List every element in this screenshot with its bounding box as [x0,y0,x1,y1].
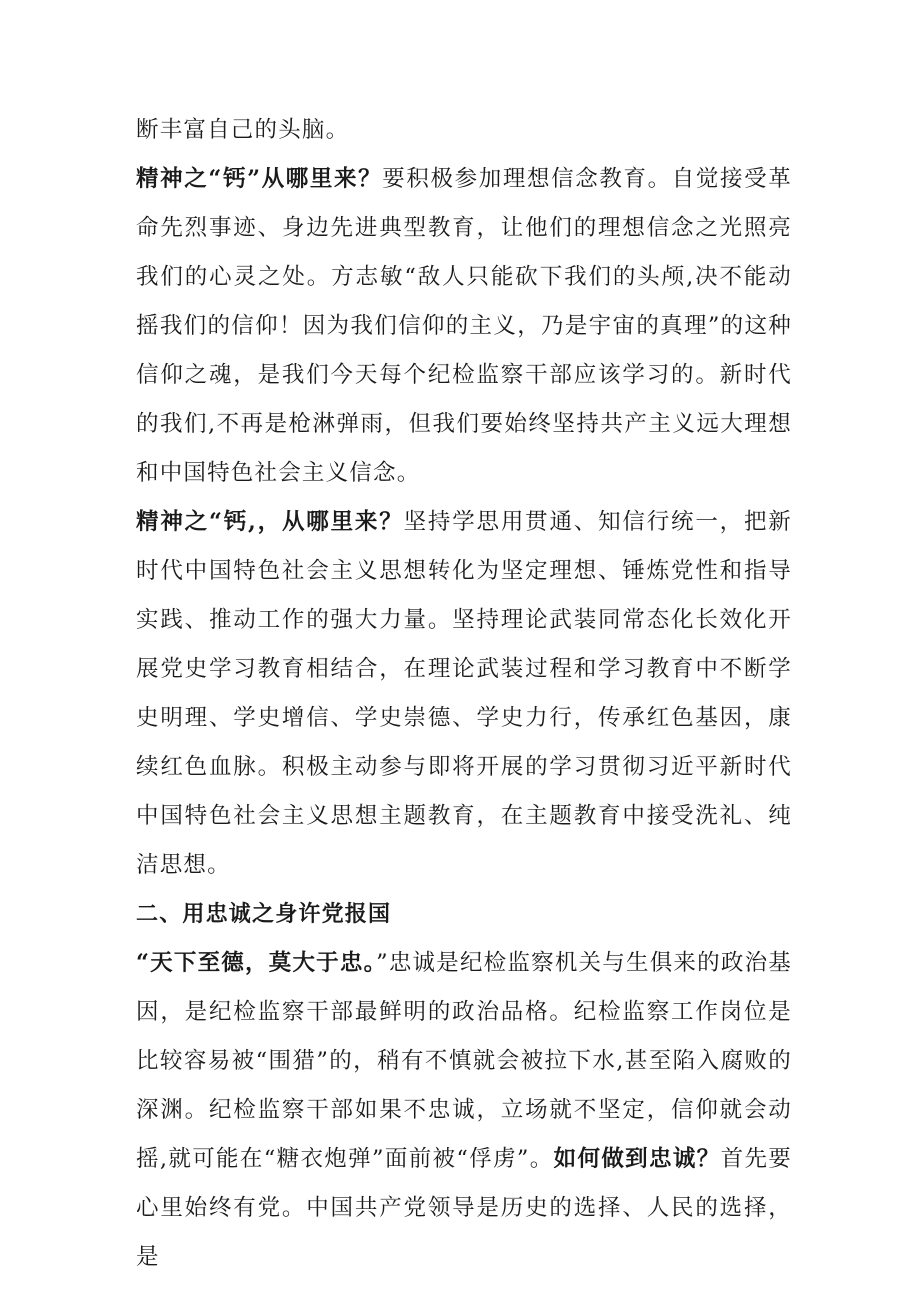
paragraph-lead-heading: 精神之“钙”从哪里来？ [136,166,383,192]
paragraph-text: 首先要心里始终有党。中国共产党领导是历史的选择、人民的选择，是 [136,1146,792,1270]
paragraph-calcium-source-2 [136,498,792,890]
section-heading: 二、用忠诚之身许党报国 [136,902,392,927]
paragraph-text: 断丰富自己的头脑。 [136,117,350,143]
paragraph-emphasis: 如何做到忠诚？ [553,1146,721,1172]
paragraph-calcium-source-1 [136,155,792,498]
paragraph-lead-quote: “天下至德，莫大于忠。 [136,950,377,976]
paragraph-loyalty [136,939,792,1282]
paragraph-text: 坚持学思用贯通、知信行统一，把新时代中国特色社会主义思想转化为坚定理想、锤炼党性和指导实践、推动工作的强大力量。坚持理论武装同常态化长效化开展党史学习教育相结合，在理论武装过程和学习教育中不断学史明理、学史增信、学史崇德、学史力行，传承红色基因，康续红色血脉。积极主动参与即将开展的学习贯彻习近平新时代中国特色社会主义思想主题教育，在主题教育中接受洗礼、纯洁思想。 [136,509,792,878]
paragraph-text: ”忠诚是纪检监察机关与生俱来的政治基因，是纪检监察干部最鲜明的政治品格。纪检监察工作岗位是比较容易被“围猎”的，稍有不慎就会被拉下水,甚至陷入腐败的深渊。纪检监察干部如果不忠诚，立场就不坚定，信仰就会动摇,就可能在“糖衣炮弹”面前被“俘虏”。 [136,950,792,1172]
paragraph-continuation [136,106,792,155]
document-body [136,106,792,1282]
paragraph-text: 要积极参加理想信念教育。自觉接受革命先烈事迹、身边先进典型教育，让他们的理想信念之光照亮我们的心灵之处。方志敏“敌人只能砍下我们的头颅,决不能动摇我们的信仰！因为我们信仰的主义，乃是宇宙的真理”的这种信仰之魂，是我们今天每个纪检监察干部应该学习的。新时代的我们,不再是枪淋弹雨，但我们要始终坚持共产主义远大理想和中国特色社会主义信念。 [136,166,792,486]
paragraph-lead-heading: 精神之“钙,，从哪里来？ [136,509,404,535]
